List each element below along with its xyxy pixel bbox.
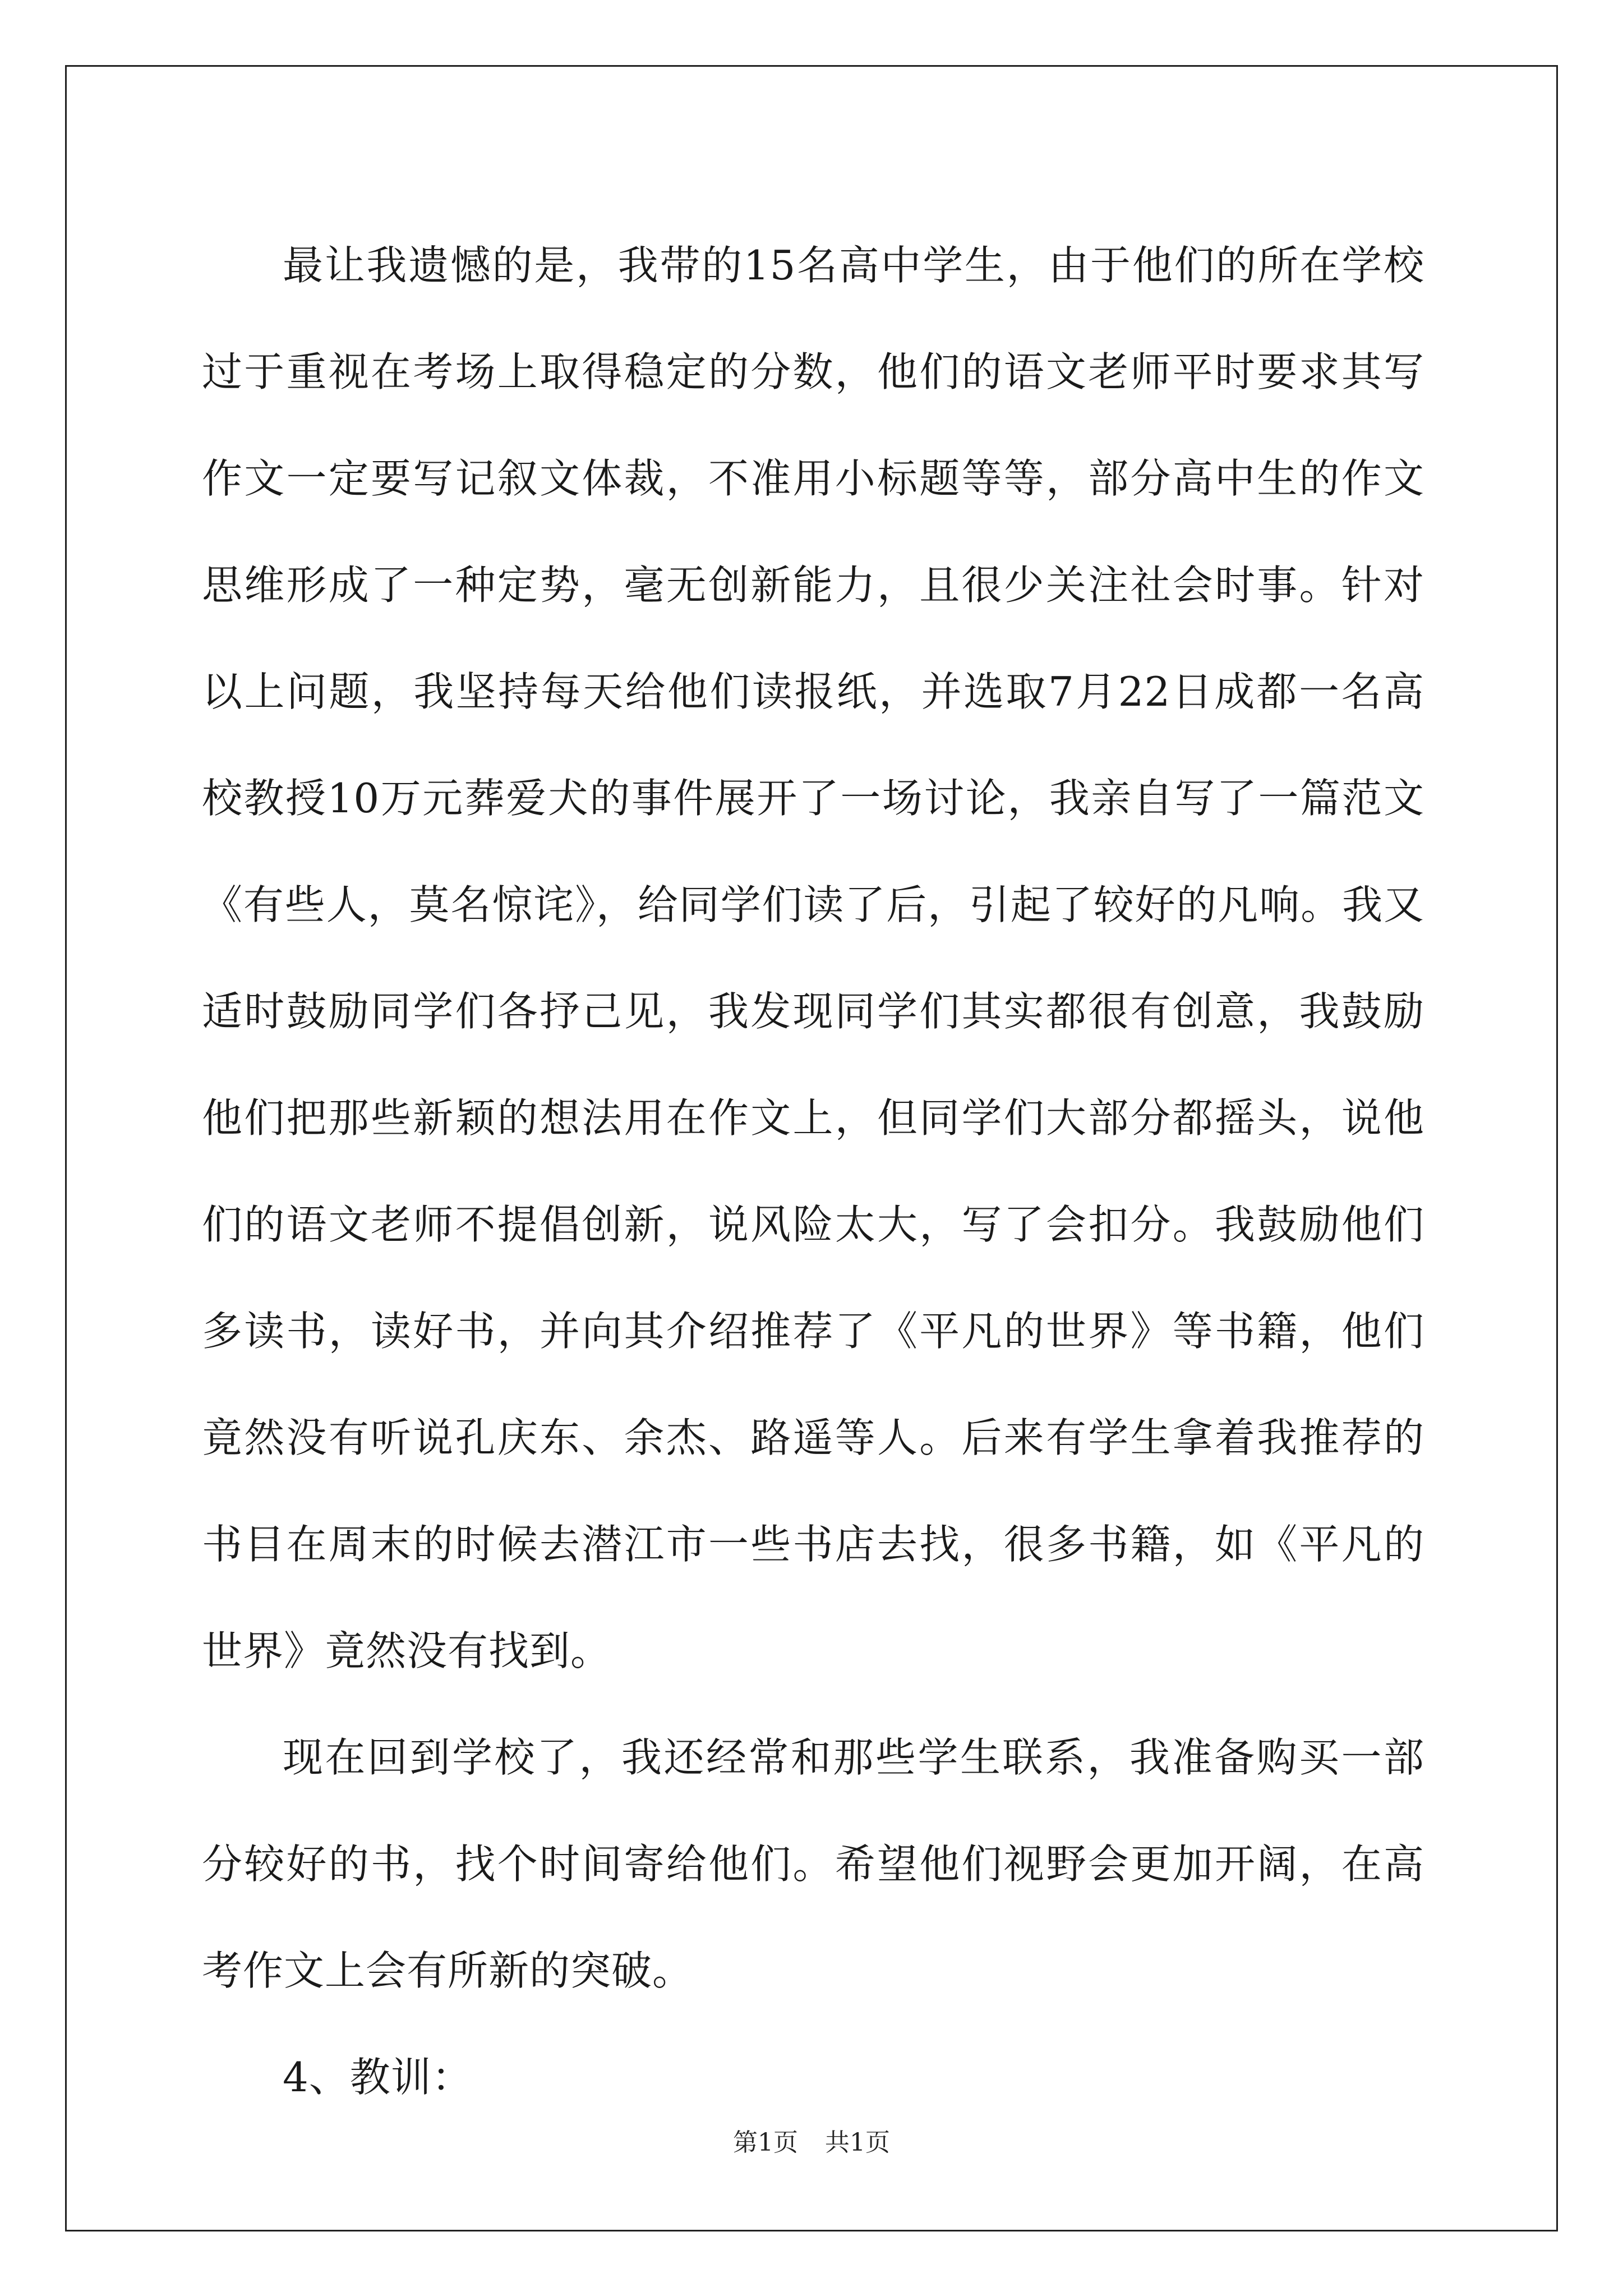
page-number: 第1页 [733,2128,798,2157]
page-total: 共1页 [825,2128,890,2157]
document-body [202,212,1424,2131]
paragraph-2: 现在回到学校了，我还经常和那些学生联系，我准备购买一部分较好的书，找个时间寄给他们。希望他们视野会更加开阔，在高考作文上会有所新的突破。 [202,1734,1424,1994]
paragraph-1: 最让我遗憾的是，我带的15名高中学生，由于他们的所在学校过于重视在考场上取得稳定的分数，他们的语文老师平时要求其写作文一定要写记叙文体裁，不准用小标题等等，部分高中生的作文思维形成了一种定势，毫无创新能力，且很少关注社会时事。针对以上问题，我坚持每天给他们读报纸，并选取7月22日成都一名高校教授10万元葬爱犬的事件展开了一场讨论，我亲自写了一篇范文《有些人，莫名惊诧》，给同学们读了后，引起了较好的凡响。我又适时鼓励同学们各抒己见，我发现同学们其实都很有创意，我鼓励他们把那些新颖的想法用在作文上，但同学们大部分都摇头，说他们的语文老师不提倡创新，说风险太大，写了会扣分。我鼓励他们多读书，读好书，并向其介绍推荐了《平凡的世界》等书籍，他们竟然没有听说孔庆东、余杰、路遥等人。后来有学生拿着我推荐的书目在周末的时候去潜江市一些书店去找，很多书籍，如《平凡的世界》竟然没有找到。 [202,242,1424,1674]
paragraph-3: 4、教训： [283,2054,473,2101]
page-footer [0,2126,1623,2160]
